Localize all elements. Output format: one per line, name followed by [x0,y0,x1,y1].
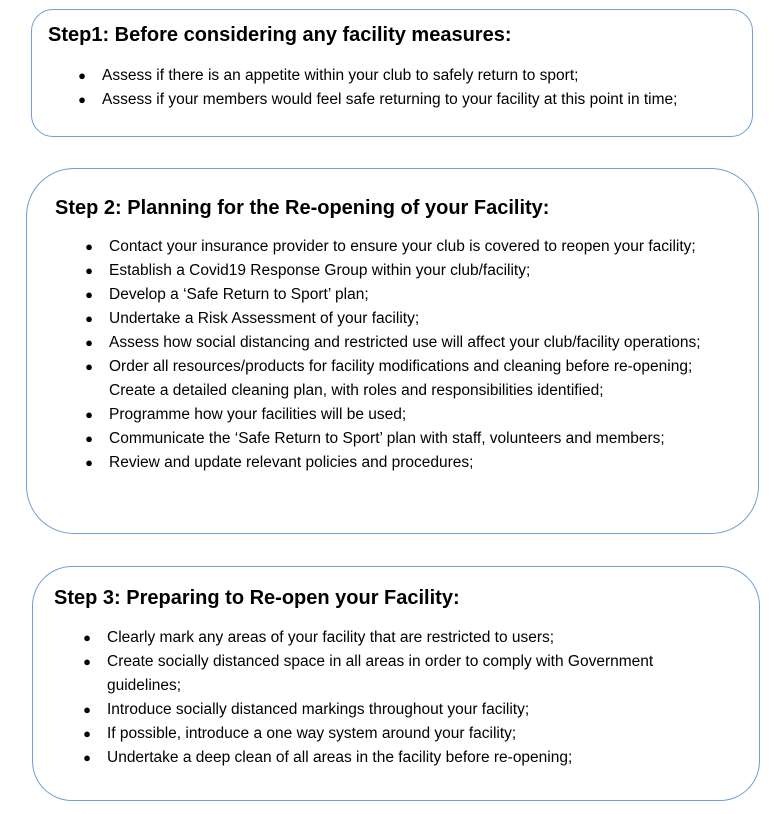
bullet-icon: ● [85,311,93,327]
list-item [79,626,719,650]
bullet-icon: ● [83,749,91,765]
list-item-text: Assess if there is an appetite within your club to safely return to sport; [102,67,579,84]
list-item-text: Order all resources/products for facility modifications and cleaning before re-opening; Create a detailed cleaning plan, with roles and responsibilities identified; [109,358,693,399]
list-item [79,698,719,722]
list-item-text: Undertake a Risk Assessment of your facility; [109,310,420,328]
step-3-list [79,626,719,770]
list-item [81,451,741,475]
list-item [81,331,741,355]
bullet-icon: ● [85,335,93,351]
bullet-icon: ● [78,91,86,107]
list-item-text: Clearly mark any areas of your facility that are restricted to users; [107,629,555,646]
list-item-text: Assess if your members would feel safe returning to your facility at this point in time; [102,90,678,108]
bullet-icon: ● [85,359,93,375]
bullet-icon: ● [85,431,93,447]
bullet-icon: ● [83,654,91,670]
bullet-icon: ● [83,630,91,645]
list-item-text: Contact your insurance provider to ensure your club is covered to reopen your facility; [109,238,696,255]
step-1-list [74,64,734,111]
list-item-text: If possible, introduce a one way system around your facility; [107,724,517,742]
list-item [81,259,741,283]
list-item [74,64,734,88]
list-item [79,650,719,697]
step-2-title: Step 2: Planning for the Re-opening of your Facility: [55,197,550,219]
bullet-icon: ● [83,701,91,717]
step-1-box [31,9,753,137]
bullet-icon: ● [85,455,93,471]
bullet-icon: ● [85,239,93,254]
list-item-text: Communicate the ‘Safe Return to Sport’ plan with staff, volunteers and members; [109,430,665,448]
list-item [79,722,719,746]
list-item-text: Undertake a deep clean of all areas in the facility before re-opening; [107,748,573,766]
bullet-icon: ● [85,263,93,279]
list-item [81,355,741,402]
step-3-title: Step 3: Preparing to Re-open your Facility: [54,587,460,609]
list-item [74,88,734,112]
list-item [79,746,719,770]
step-3-box [32,566,760,801]
list-item-text: Develop a ‘Safe Return to Sport’ plan; [109,286,369,304]
list-item [81,307,741,331]
list-item-text: Create socially distanced space in all areas in order to comply with Government guidelines; [107,653,654,694]
step-2-box [26,168,759,534]
list-item [81,235,741,259]
list-item-text: Assess how social distancing and restricted use will affect your club/facility operations; [109,334,701,352]
list-item [81,427,741,451]
bullet-icon: ● [85,407,93,423]
list-item [81,283,741,307]
bullet-icon: ● [78,68,86,83]
list-item-text: Review and update relevant policies and procedures; [109,454,474,472]
list-item-text: Establish a Covid19 Response Group within your club/facility; [109,262,531,280]
bullet-icon: ● [83,725,91,741]
list-item-text: Programme how your facilities will be used; [109,406,407,424]
bullet-icon: ● [85,287,93,303]
step-2-list [81,235,741,475]
list-item-text: Introduce socially distanced markings throughout your facility; [107,700,530,718]
step-1-title: Step1: Before considering any facility measures: [48,24,512,46]
list-item [81,403,741,427]
